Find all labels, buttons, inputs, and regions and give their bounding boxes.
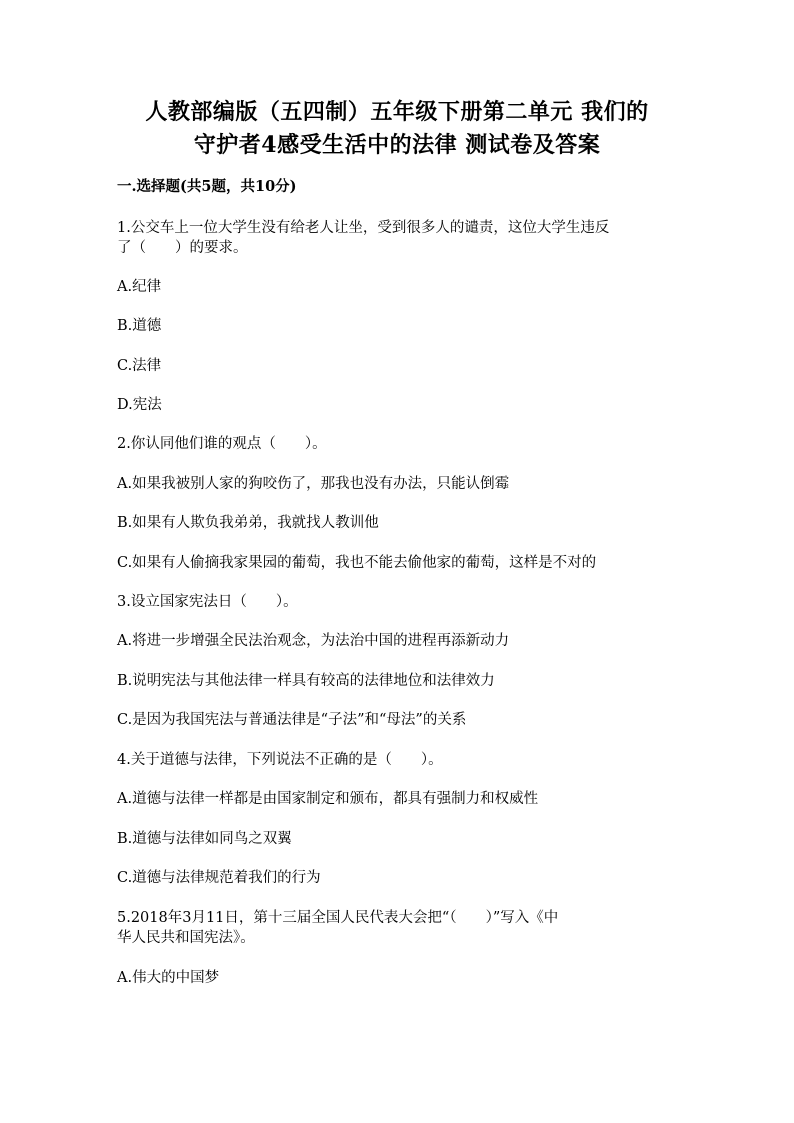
question-1-stem-line-1: 1.公交车上一位大学生没有给老人让坐，受到很多人的谴责，这位大学生违反	[117, 220, 610, 236]
question-2-option-a: A.如果我被别人家的狗咬伤了，那我也没有办法，只能认倒霉	[117, 476, 510, 492]
question-1-option-d: D.宪法	[117, 397, 162, 413]
question-4-option-b: B.道德与法律如同鸟之双翼	[117, 831, 292, 847]
question-1-option-b: B.道德	[117, 318, 162, 334]
question-3-option-a: A.将进一步增强全民法治观念，为法治中国的进程再添新动力	[117, 633, 510, 649]
question-2-option-c: C.如果有人偷摘我家果园的葡萄，我也不能去偷他家的葡萄，这样是不对的	[117, 555, 597, 571]
question-3-option-b: B.说明宪法与其他法律一样具有较高的法律地位和法律效力	[117, 673, 495, 689]
question-1-option-c: C.法律	[117, 358, 162, 374]
document-title-line-2: 守护者4感受生活中的法律 测试卷及答案	[193, 132, 601, 158]
question-1-stem-line-2: 了（ ）的要求。	[117, 240, 248, 256]
question-5-stem-line-2: 华人民共和国宪法》。	[117, 930, 255, 946]
question-4-option-a: A.道德与法律一样都是由国家制定和颁布，都具有强制力和权威性	[117, 791, 539, 807]
question-2-stem: 2.你认同他们谁的观点（ ）。	[117, 436, 327, 452]
question-2-option-b: B.如果有人欺负我弟弟，我就找人教训他	[117, 515, 379, 531]
question-1-option-a: A.纪律	[117, 279, 162, 295]
document-title-line-1: 人教部编版（五四制）五年级下册第二单元 我们的	[145, 99, 649, 125]
question-3-option-c: C.是因为我国宪法与普通法律是“子法”和“母法”的关系	[117, 712, 467, 728]
question-5-stem-line-1: 5.2018年3月11日，第十三届全国人民代表大会把“（ ）”写入《中	[117, 910, 559, 926]
section-header: 一.选择题(共5题，共10分)	[117, 178, 297, 195]
question-3-stem: 3.设立国家宪法日（ ）。	[117, 594, 298, 610]
question-4-stem: 4.关于道德与法律，下列说法不正确的是（ ）。	[117, 752, 443, 768]
question-5-option-a: A.伟大的中国梦	[117, 970, 220, 986]
question-4-option-c: C.道德与法律规范着我们的行为	[117, 870, 321, 886]
